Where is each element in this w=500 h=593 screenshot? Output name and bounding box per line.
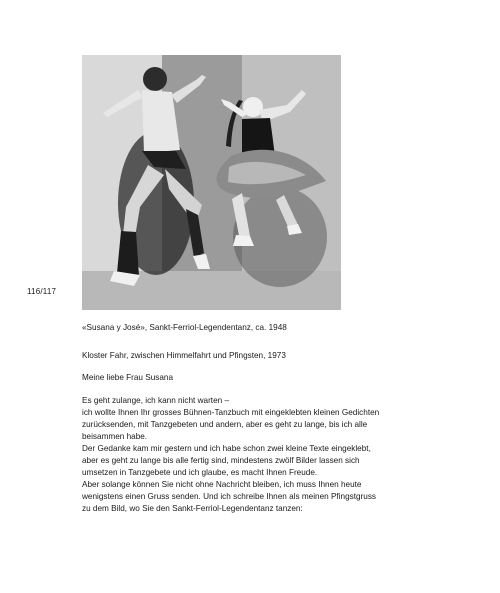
letter-salutation: Meine liebe Frau Susana xyxy=(82,373,174,382)
letter-line: Der Gedanke kam mir gestern und ich habe schon zwei kleine Texte eingeklebt, xyxy=(82,444,371,453)
letter-line: beisammen habe. xyxy=(82,432,148,441)
page-number: 116/117 xyxy=(27,287,57,296)
dance-photo xyxy=(82,55,341,310)
letter-line: zurücksenden, mit Tanzgebeten und andern, aber es geht zu lange, bis ich alle xyxy=(82,420,368,429)
letter-line: umsetzen in Tanzgebete und ich glaube, es macht Ihnen Freude. xyxy=(82,468,318,477)
letter-content xyxy=(82,350,462,515)
letter-line: wenigstens einen Gruss senden. Und ich schreibe Ihnen als meinen Pfingstgruss xyxy=(82,492,377,501)
photo-caption: «Susana y José», Sankt-Ferriol-Legendentanz, ca. 1948 xyxy=(82,323,287,332)
letter-line: Es geht zulange, ich kann nicht warten – xyxy=(82,396,230,405)
letter-line: ich wollte Ihnen Ihr grosses Bühnen-Tanzbuch mit eingeklebten kleinen Gedichten xyxy=(82,408,380,417)
letter-body xyxy=(82,395,462,515)
letter-line: aber es geht zu lange bis alle fertig sind, mindestens zwölf Bilder lassen sich xyxy=(82,456,360,465)
letter-place-date: Kloster Fahr, zwischen Himmelfahrt und Pfingsten, 1973 xyxy=(82,351,286,360)
letter-line: zu dem Bild, wo Sie den Sankt-Ferriol-Legendentanz tanzen: xyxy=(82,504,303,513)
dancers-illustration xyxy=(82,55,341,310)
letter-line: Aber solange können Sie nicht ohne Nachricht bleiben, ich muss Ihnen heute xyxy=(82,480,362,489)
